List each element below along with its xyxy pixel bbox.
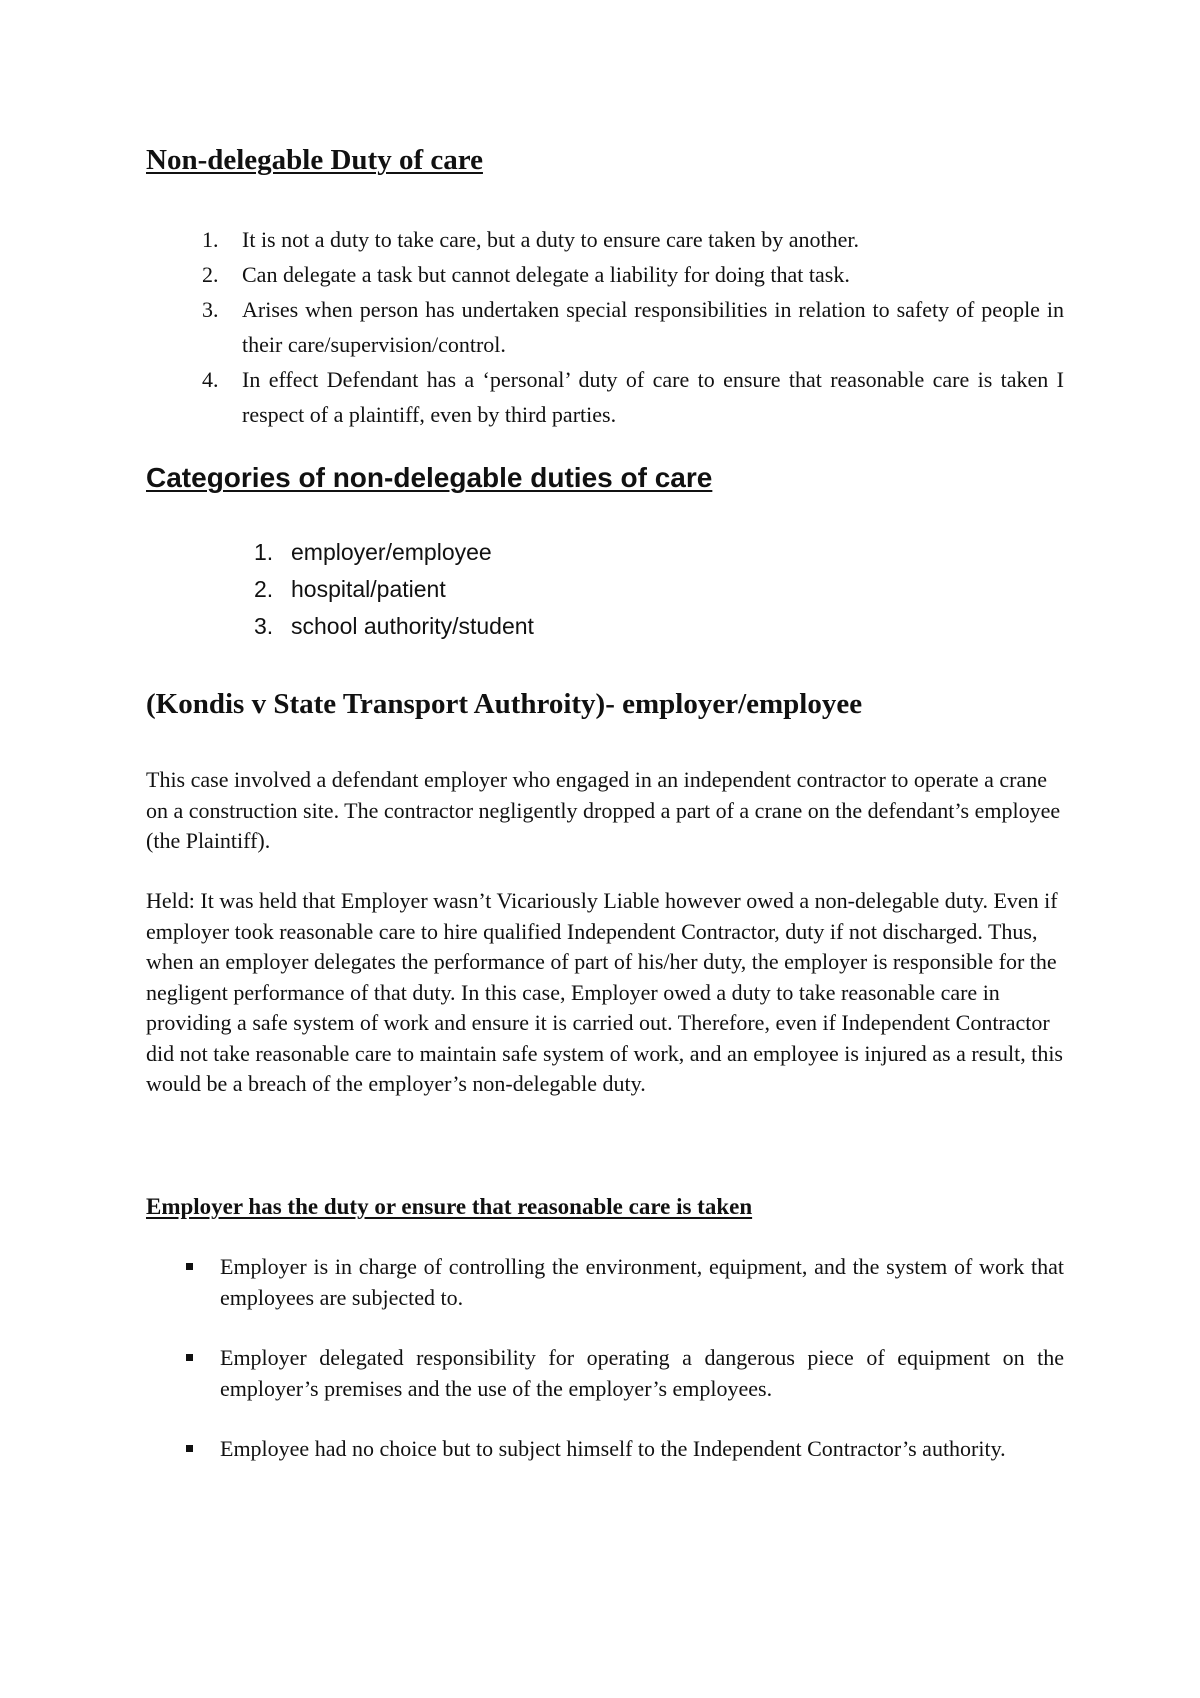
list-item-text: Employee had no choice but to subject himself to the Independent Contractor’s authority.: [220, 1436, 1006, 1461]
list-item: [146, 257, 1064, 292]
list-item: [146, 1343, 1064, 1404]
square-bullet-icon: [186, 1445, 193, 1452]
section-heading-categories: Categories of non-delegable duties of care: [146, 462, 713, 493]
list-item-text: Employer is in charge of controlling the environment, equipment, and the system of work that employees are subjected to.: [220, 1254, 1064, 1310]
section-heading-kondis-case: (Kondis v State Transport Authroity)- employer/employee: [146, 688, 863, 720]
list-number: 3.: [254, 613, 274, 639]
section-heading-non-delegable-duty: Non-delegable Duty of care: [146, 144, 483, 176]
list-item: [146, 534, 846, 571]
list-item: [146, 222, 1064, 257]
list-item-text: Arises when person has undertaken special responsibilities in relation to safety of people in their care/supervision/control.: [242, 297, 1064, 357]
square-bullet-icon: [186, 1263, 193, 1270]
list-number: 2.: [202, 262, 219, 287]
employer-duty-bullets: [146, 1252, 1064, 1495]
duty-definition-list: [146, 222, 1064, 432]
list-item-text: In effect Defendant has a ‘personal’ duty of care to ensure that reasonable care is taken I respect of a plaintiff, even by third parties.: [242, 367, 1064, 427]
case-facts-paragraph: This case involved a defendant employer who engaged in an independent contractor to operate a crane on a construction site. The contractor negligently dropped a part of a crane on the defendant’s employee (the Plaintiff).: [146, 767, 1061, 853]
list-item-text: hospital/patient: [291, 576, 446, 602]
list-item: [146, 608, 846, 645]
list-item: [146, 1252, 1064, 1313]
list-item-text: Employer delegated responsibility for operating a dangerous piece of equipment on the employer’s premises and the use of the employer’s employees.: [220, 1345, 1064, 1401]
list-number: 1.: [254, 539, 274, 565]
case-held-paragraph: Held: It was held that Employer wasn’t Vicariously Liable however owed a non-delegable duty. Even if employer took reasonable care to hire qualified Independent Contractor, duty if not discharged. Thus, when an employer delegates the performance of part of his/her duty, the employer is responsible for the negligent performance of that duty. In this case, Employer owed a duty to take reasonable care in providing a safe system of work and ensure it is carried out. Therefore, even if Independent Contractor did not take reasonable care to maintain safe system of work, and an employee is injured as a result, this would be a breach of the employer’s non-delegable duty.: [146, 888, 1063, 1096]
list-item-text: school authority/student: [291, 613, 534, 639]
square-bullet-icon: [186, 1354, 193, 1361]
list-number: 4.: [202, 367, 219, 392]
section-heading-employer-duty: Employer has the duty or ensure that reasonable care is taken: [146, 1194, 753, 1219]
list-item: [146, 1434, 1064, 1465]
list-number: 2.: [254, 576, 274, 602]
list-item: [146, 571, 846, 608]
list-item-text: employer/employee: [291, 539, 492, 565]
list-item-text: It is not a duty to take care, but a duty to ensure care taken by another.: [242, 227, 860, 252]
list-item: [146, 362, 1064, 432]
categories-list: [146, 534, 846, 645]
list-item-text: Can delegate a task but cannot delegate a liability for doing that task.: [242, 262, 850, 287]
list-item: [146, 292, 1064, 362]
list-number: 1.: [202, 227, 219, 252]
list-number: 3.: [202, 297, 219, 322]
